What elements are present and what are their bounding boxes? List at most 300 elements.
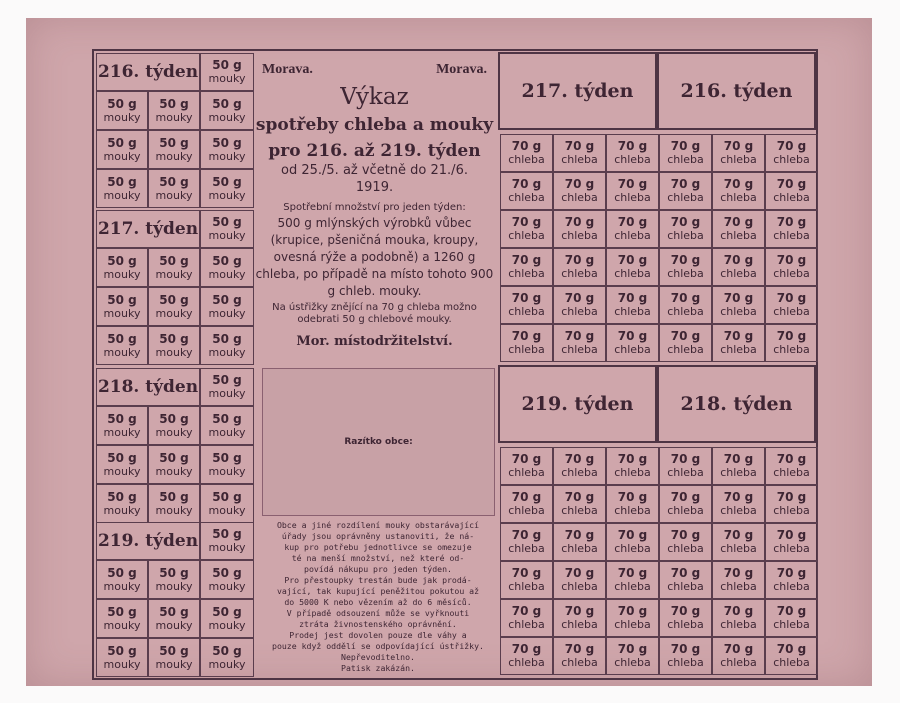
coupon-unit: chleba	[561, 466, 598, 479]
bread-coupon	[659, 447, 712, 485]
coupon-amount: 70 g	[564, 566, 595, 580]
coupon-amount: 70 g	[564, 139, 595, 153]
coupon-unit: chleba	[561, 267, 598, 280]
coupon-unit: chleba	[614, 305, 651, 318]
bread-coupon	[765, 172, 818, 210]
bread-coupon	[712, 523, 765, 561]
coupon-amount: 50 g	[107, 565, 137, 580]
coupon-amount: 70 g	[723, 177, 754, 191]
coupon-amount: 70 g	[776, 528, 807, 542]
coupon-amount: 70 g	[776, 139, 807, 153]
week-label-2: 218. týden	[96, 368, 200, 406]
coupon-unit: chleba	[667, 580, 704, 593]
coupon-amount: 70 g	[670, 604, 701, 618]
flour-coupon	[148, 484, 200, 523]
coupon-amount: 70 g	[564, 528, 595, 542]
coupon-amount: 50 g	[212, 450, 242, 465]
flour-coupon	[148, 406, 200, 445]
coupon-unit: chleba	[614, 466, 651, 479]
flour-coupon	[200, 248, 254, 287]
exchange-text: Na ústřižky znějící na 70 g chleba možno odebrati 50 g chlebové mouky.	[272, 302, 477, 325]
coupon-amount: 70 g	[511, 490, 542, 504]
bread-coupon	[765, 637, 818, 675]
coupon-amount: 70 g	[564, 604, 595, 618]
bread-coupon	[659, 248, 712, 286]
flour-coupon	[200, 522, 254, 560]
coupon-amount: 50 g	[159, 96, 189, 111]
coupon-unit: chleba	[667, 466, 704, 479]
region-left: Morava.	[262, 62, 313, 77]
coupon-amount: 50 g	[159, 450, 189, 465]
bread-week-label-0: 217. týden	[498, 52, 657, 130]
quantity-heading: Spotřební množství pro jeden týden:	[283, 202, 466, 213]
coupon-unit: chleba	[667, 618, 704, 631]
coupon-amount: 70 g	[776, 642, 807, 656]
flour-coupon	[96, 484, 148, 523]
bread-coupon	[553, 286, 606, 324]
coupon-amount: 50 g	[107, 331, 137, 346]
coupon-unit: mouky	[155, 503, 193, 517]
coupon-unit: chleba	[773, 229, 810, 242]
coupon-unit: mouky	[208, 464, 246, 478]
coupon-amount: 70 g	[723, 452, 754, 466]
coupon-amount: 70 g	[511, 253, 542, 267]
coupon-amount: 70 g	[723, 215, 754, 229]
flour-coupon	[148, 599, 200, 638]
region-right: Morava.	[436, 62, 487, 77]
coupon-amount: 50 g	[159, 174, 189, 189]
bread-coupon	[606, 210, 659, 248]
coupon-unit: mouky	[208, 267, 246, 281]
notice-line: Prodej jest dovolen pouze dle váhy a	[289, 630, 467, 640]
coupon-unit: chleba	[508, 267, 545, 280]
coupon-unit: chleba	[667, 343, 704, 356]
bread-coupon	[606, 523, 659, 561]
coupon-amount: 50 g	[212, 215, 242, 229]
card-year: 1919.	[355, 180, 394, 195]
bread-week-label-3: 218. týden	[657, 365, 816, 443]
week-label-1: 217. týden	[96, 210, 200, 248]
bread-coupon	[765, 286, 818, 324]
coupon-amount: 70 g	[617, 139, 648, 153]
coupon-amount: 70 g	[511, 452, 542, 466]
bread-coupon	[659, 210, 712, 248]
coupon-unit: mouky	[208, 149, 246, 163]
bread-coupon	[765, 248, 818, 286]
bread-coupon	[659, 134, 712, 172]
notice-line: Pro přestoupky trestán bude jak prodá-	[284, 575, 472, 585]
coupon-amount: 50 g	[107, 253, 137, 268]
coupon-unit: mouky	[103, 149, 141, 163]
bread-coupon	[712, 134, 765, 172]
bread-coupon	[553, 248, 606, 286]
flour-coupon	[200, 130, 254, 169]
coupon-unit: chleba	[720, 305, 757, 318]
coupon-amount: 50 g	[212, 58, 242, 72]
coupon-amount: 70 g	[670, 566, 701, 580]
coupon-unit: mouky	[103, 345, 141, 359]
coupon-unit: chleba	[561, 618, 598, 631]
coupon-unit: mouky	[208, 188, 246, 202]
coupon-unit: mouky	[155, 657, 193, 671]
coupon-amount: 50 g	[159, 643, 189, 658]
coupon-amount: 70 g	[511, 177, 542, 191]
flour-coupon	[200, 560, 254, 599]
bread-coupon	[500, 485, 553, 523]
flour-coupon	[200, 368, 254, 406]
bread-coupon	[765, 523, 818, 561]
coupon-unit: chleba	[773, 542, 810, 555]
coupon-unit: chleba	[667, 229, 704, 242]
coupon-unit: mouky	[155, 345, 193, 359]
coupon-amount: 50 g	[107, 292, 137, 307]
coupon-amount: 70 g	[776, 566, 807, 580]
coupon-unit: mouky	[208, 425, 246, 439]
coupon-unit: chleba	[720, 343, 757, 356]
coupon-unit: mouky	[155, 579, 193, 593]
coupon-unit: chleba	[667, 267, 704, 280]
coupon-unit: chleba	[773, 466, 810, 479]
flour-coupon	[96, 445, 148, 484]
coupon-amount: 70 g	[564, 490, 595, 504]
coupon-unit: mouky	[208, 306, 246, 320]
coupon-amount: 70 g	[776, 177, 807, 191]
bread-coupon	[659, 172, 712, 210]
coupon-amount: 50 g	[212, 489, 242, 504]
coupon-amount: 70 g	[670, 329, 701, 343]
notice-line: pouze když oddělí se odpovídající ústřižky.	[272, 641, 484, 651]
flour-coupon	[96, 560, 148, 599]
bread-coupon	[500, 637, 553, 675]
coupon-amount: 70 g	[511, 642, 542, 656]
coupon-amount: 70 g	[670, 215, 701, 229]
coupon-unit: mouky	[208, 503, 246, 517]
coupon-amount: 70 g	[723, 566, 754, 580]
coupon-unit: chleba	[773, 343, 810, 356]
flour-coupon	[148, 326, 200, 365]
coupon-unit: chleba	[773, 305, 810, 318]
coupon-amount: 70 g	[617, 528, 648, 542]
coupon-unit: mouky	[103, 425, 141, 439]
bread-coupon	[765, 599, 818, 637]
bread-coupon	[553, 485, 606, 523]
bread-coupon	[500, 286, 553, 324]
coupon-unit: chleba	[614, 153, 651, 166]
coupon-amount: 70 g	[617, 291, 648, 305]
bread-coupon	[553, 599, 606, 637]
bread-coupon	[606, 447, 659, 485]
coupon-unit: chleba	[508, 305, 545, 318]
coupon-amount: 70 g	[617, 253, 648, 267]
bread-coupon	[765, 324, 818, 362]
coupon-unit: mouky	[103, 188, 141, 202]
coupon-amount: 70 g	[776, 452, 807, 466]
coupon-amount: 70 g	[511, 604, 542, 618]
coupon-unit: chleba	[614, 542, 651, 555]
flour-coupon	[200, 53, 254, 91]
flour-coupon	[200, 91, 254, 130]
coupon-amount: 50 g	[159, 135, 189, 150]
coupon-unit: mouky	[103, 110, 141, 124]
coupon-amount: 70 g	[617, 452, 648, 466]
coupon-amount: 70 g	[670, 452, 701, 466]
bread-coupon	[606, 248, 659, 286]
coupon-amount: 50 g	[159, 565, 189, 580]
bread-coupon	[500, 134, 553, 172]
bread-week-label-2: 219. týden	[498, 365, 657, 443]
notice-line: té na menší množství, než které od-	[291, 553, 465, 563]
coupon-amount: 50 g	[212, 253, 242, 268]
coupon-amount: 70 g	[776, 253, 807, 267]
coupon-unit: mouky	[208, 541, 246, 554]
coupon-amount: 70 g	[670, 177, 701, 191]
card-subtitle-1: spotřeby chleba a mouky	[255, 115, 494, 135]
bread-coupon	[606, 485, 659, 523]
bread-coupon	[659, 485, 712, 523]
coupon-amount: 70 g	[776, 329, 807, 343]
bread-coupon	[606, 172, 659, 210]
coupon-unit: mouky	[103, 618, 141, 632]
coupon-unit: mouky	[103, 267, 141, 281]
coupon-amount: 70 g	[723, 528, 754, 542]
coupon-unit: chleba	[667, 504, 704, 517]
bread-coupon	[712, 324, 765, 362]
coupon-unit: chleba	[614, 656, 651, 669]
coupon-unit: mouky	[208, 110, 246, 124]
coupon-unit: chleba	[508, 153, 545, 166]
coupon-unit: chleba	[508, 656, 545, 669]
coupon-unit: chleba	[773, 618, 810, 631]
bread-coupon	[606, 286, 659, 324]
coupon-unit: mouky	[155, 267, 193, 281]
bread-coupon	[712, 172, 765, 210]
bread-coupon	[500, 599, 553, 637]
bread-coupon	[606, 599, 659, 637]
coupon-amount: 70 g	[670, 528, 701, 542]
coupon-unit: mouky	[208, 387, 246, 400]
flour-coupon	[148, 130, 200, 169]
bread-coupon	[765, 134, 818, 172]
coupon-unit: chleba	[561, 542, 598, 555]
bread-coupon	[712, 286, 765, 324]
coupon-unit: chleba	[773, 191, 810, 204]
coupon-unit: chleba	[773, 153, 810, 166]
card-dates: od 25./5. až včetně do 21./6.	[281, 163, 468, 178]
flour-coupon	[148, 169, 200, 208]
week-label-3: 219. týden	[96, 522, 200, 560]
issuing-authority: Mor. místodržitelství.	[296, 334, 453, 349]
card-header	[254, 52, 495, 362]
coupon-unit: chleba	[561, 343, 598, 356]
coupon-amount: 70 g	[776, 490, 807, 504]
coupon-amount: 50 g	[212, 174, 242, 189]
bread-coupon	[553, 324, 606, 362]
coupon-amount: 50 g	[212, 565, 242, 580]
bread-coupon	[500, 172, 553, 210]
bread-coupon	[765, 561, 818, 599]
coupon-unit: chleba	[614, 229, 651, 242]
bread-coupon	[712, 210, 765, 248]
coupon-amount: 70 g	[776, 604, 807, 618]
bread-coupon	[500, 561, 553, 599]
bread-coupon	[712, 637, 765, 675]
coupon-unit: chleba	[614, 191, 651, 204]
coupon-unit: chleba	[720, 466, 757, 479]
coupon-amount: 70 g	[670, 642, 701, 656]
flour-coupon	[200, 406, 254, 445]
coupon-amount: 50 g	[107, 604, 137, 619]
notice-line: Patisk zakázán.	[341, 663, 415, 673]
coupon-unit: chleba	[720, 153, 757, 166]
coupon-unit: mouky	[103, 464, 141, 478]
coupon-amount: 70 g	[511, 566, 542, 580]
coupon-amount: 50 g	[212, 643, 242, 658]
coupon-amount: 70 g	[776, 215, 807, 229]
coupon-unit: chleba	[508, 229, 545, 242]
coupon-unit: mouky	[155, 618, 193, 632]
coupon-amount: 70 g	[564, 452, 595, 466]
bread-coupon	[659, 324, 712, 362]
flour-coupon	[148, 638, 200, 677]
coupon-amount: 70 g	[723, 642, 754, 656]
coupon-unit: mouky	[103, 306, 141, 320]
coupon-amount: 70 g	[670, 253, 701, 267]
coupon-amount: 50 g	[212, 411, 242, 426]
coupon-unit: chleba	[614, 267, 651, 280]
coupon-unit: chleba	[667, 305, 704, 318]
coupon-amount: 70 g	[617, 215, 648, 229]
coupon-amount: 50 g	[212, 331, 242, 346]
flour-coupon	[96, 326, 148, 365]
coupon-unit: mouky	[155, 110, 193, 124]
coupon-unit: chleba	[720, 618, 757, 631]
coupon-unit: chleba	[561, 305, 598, 318]
card-subtitle-2: pro 216. až 219. týden	[268, 141, 481, 161]
coupon-unit: chleba	[720, 504, 757, 517]
bread-coupon	[553, 637, 606, 675]
coupon-unit: mouky	[208, 579, 246, 593]
flour-coupon	[96, 130, 148, 169]
coupon-unit: chleba	[773, 580, 810, 593]
bread-coupon	[659, 523, 712, 561]
coupon-amount: 50 g	[212, 604, 242, 619]
coupon-amount: 70 g	[723, 604, 754, 618]
bread-coupon	[712, 599, 765, 637]
bread-coupon	[765, 210, 818, 248]
coupon-amount: 70 g	[670, 291, 701, 305]
coupon-unit: chleba	[508, 618, 545, 631]
bread-coupon	[606, 561, 659, 599]
coupon-unit: chleba	[773, 656, 810, 669]
coupon-unit: chleba	[720, 267, 757, 280]
coupon-amount: 50 g	[159, 331, 189, 346]
coupon-unit: chleba	[614, 343, 651, 356]
bread-coupon	[606, 637, 659, 675]
coupon-unit: chleba	[720, 580, 757, 593]
card-title: Výkaz	[340, 84, 409, 110]
coupon-amount: 50 g	[212, 292, 242, 307]
coupon-unit: chleba	[561, 229, 598, 242]
flour-coupon	[96, 248, 148, 287]
coupon-unit: mouky	[103, 657, 141, 671]
coupon-amount: 70 g	[723, 253, 754, 267]
coupon-amount: 70 g	[617, 177, 648, 191]
flour-coupon	[148, 248, 200, 287]
bread-coupon	[553, 447, 606, 485]
coupon-unit: chleba	[720, 191, 757, 204]
coupon-amount: 70 g	[511, 329, 542, 343]
coupon-unit: chleba	[720, 542, 757, 555]
flour-coupon	[96, 406, 148, 445]
flour-coupon	[200, 445, 254, 484]
coupon-unit: chleba	[561, 656, 598, 669]
coupon-amount: 70 g	[776, 291, 807, 305]
coupon-unit: mouky	[208, 345, 246, 359]
bread-coupon	[606, 134, 659, 172]
flour-coupon	[96, 638, 148, 677]
coupon-unit: chleba	[667, 542, 704, 555]
flour-coupon	[200, 599, 254, 638]
bread-coupon	[553, 172, 606, 210]
coupon-unit: chleba	[667, 153, 704, 166]
coupon-amount: 50 g	[159, 489, 189, 504]
coupon-amount: 70 g	[511, 528, 542, 542]
coupon-unit: chleba	[614, 618, 651, 631]
coupon-amount: 50 g	[107, 135, 137, 150]
coupon-unit: chleba	[614, 504, 651, 517]
coupon-unit: chleba	[508, 542, 545, 555]
coupon-unit: mouky	[208, 618, 246, 632]
coupon-amount: 50 g	[107, 450, 137, 465]
bread-coupon	[712, 561, 765, 599]
coupon-amount: 70 g	[617, 490, 648, 504]
coupon-amount: 50 g	[159, 292, 189, 307]
coupon-amount: 50 g	[107, 174, 137, 189]
coupon-unit: chleba	[508, 504, 545, 517]
flour-coupon	[96, 599, 148, 638]
coupon-unit: chleba	[561, 191, 598, 204]
coupon-amount: 70 g	[617, 566, 648, 580]
coupon-amount: 70 g	[564, 329, 595, 343]
legal-notice	[258, 520, 498, 673]
bread-coupon	[553, 523, 606, 561]
flour-coupon	[148, 287, 200, 326]
bread-coupon	[553, 134, 606, 172]
bread-coupon	[712, 447, 765, 485]
coupon-unit: mouky	[103, 503, 141, 517]
bread-coupon	[500, 523, 553, 561]
coupon-amount: 50 g	[107, 489, 137, 504]
bread-coupon	[500, 210, 553, 248]
coupon-unit: mouky	[155, 464, 193, 478]
coupon-amount: 70 g	[723, 329, 754, 343]
bread-coupon	[659, 286, 712, 324]
flour-coupon	[148, 445, 200, 484]
coupon-amount: 70 g	[564, 177, 595, 191]
coupon-amount: 50 g	[159, 253, 189, 268]
coupon-amount: 70 g	[564, 291, 595, 305]
coupon-amount: 70 g	[670, 490, 701, 504]
coupon-unit: chleba	[508, 580, 545, 593]
coupon-amount: 50 g	[212, 373, 242, 387]
flour-coupon	[200, 210, 254, 248]
coupon-amount: 50 g	[159, 411, 189, 426]
flour-coupon	[200, 169, 254, 208]
coupon-unit: chleba	[561, 153, 598, 166]
flour-coupon	[148, 91, 200, 130]
flour-coupon	[200, 484, 254, 523]
coupon-amount: 50 g	[212, 135, 242, 150]
